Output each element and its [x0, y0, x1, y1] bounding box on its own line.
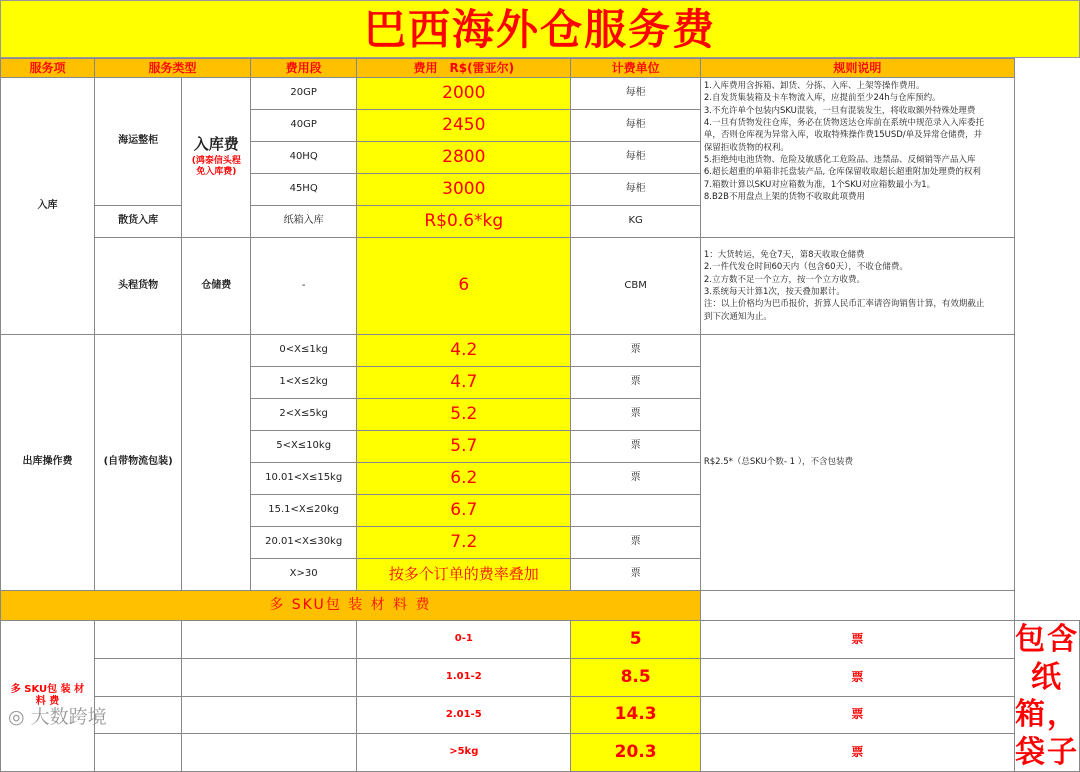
- rule-line: 单，否则仓库视为异常入库，收取特殊操作费15USD/单及异常仓储费，并: [703, 130, 983, 141]
- watermark-logo: [8, 702, 107, 729]
- header-fee: 费用 R$(雷亚尔): [357, 59, 571, 78]
- fee-value: 6.7: [357, 495, 571, 527]
- empty-cell: [94, 621, 181, 659]
- fee-unit: 每柜: [571, 174, 700, 206]
- fee-range: 0<X≤1kg: [251, 335, 357, 367]
- table-row: [1, 621, 1080, 659]
- fee-unit: 每柜: [571, 142, 700, 174]
- fee-range: 15.1<X≤20kg: [251, 495, 357, 527]
- storage-fee-name: 仓储费: [182, 238, 251, 335]
- inbound-fee-cell: [182, 78, 251, 238]
- rule-line: 1.入库费用含拆箱、卸货、分拣、入库、上架等操作费用。: [703, 81, 925, 91]
- fee-range: 5<X≤10kg: [251, 431, 357, 463]
- fee-value: 7.2: [357, 527, 571, 559]
- fee-range: 20.01<X≤30kg: [251, 527, 357, 559]
- outbound-rule: R$2.5*（总SKU个数- 1 ），不含包装费: [700, 335, 1014, 591]
- fee-unit: [571, 495, 700, 527]
- fee-unit: 票: [571, 367, 700, 399]
- fee-range: 纸箱入库: [251, 206, 357, 238]
- rule-line: 3.系统每天计算1次，按天叠加累计。: [703, 287, 845, 297]
- header-service-type: 服务类型: [94, 59, 250, 78]
- rule-line: 2.立方数不足一个立方，按一个立方收费。: [703, 274, 865, 285]
- fee-value: 6.2: [357, 463, 571, 495]
- empty-cell: [182, 335, 251, 591]
- fee-unit: 票: [571, 431, 700, 463]
- fee-value: 14.3: [571, 696, 700, 734]
- rule-line: 4.一旦有货物发往仓库，务必在货物送达仓库前在系统中规范录入入库委托: [703, 117, 984, 128]
- empty-cell: [182, 734, 357, 772]
- fee-range: X>30: [251, 559, 357, 591]
- empty-cell: [700, 591, 1014, 621]
- rule-line: 7.箱数计算以SKU对应箱数为准，1个SKU对应箱数最小为1。: [703, 179, 936, 190]
- fee-value: 3000: [357, 174, 571, 206]
- fee-unit: KG: [571, 206, 700, 238]
- rule-line: 2.自发货集装箱及卡车物流入库，应提前至少24h与仓库预约。: [703, 93, 941, 104]
- fee-value: 2450: [357, 110, 571, 142]
- fee-unit: CBM: [571, 238, 700, 335]
- fee-unit: 票: [571, 399, 700, 431]
- fee-value: 4.7: [357, 367, 571, 399]
- table-header-row: [1, 59, 1080, 78]
- rule-line: 8.B2B不用盘点上架的货物不收取此项费用: [703, 191, 866, 202]
- fee-range: 20GP: [251, 78, 357, 110]
- fee-unit: 票: [700, 696, 1014, 734]
- empty-cell: [182, 621, 357, 659]
- fee-range: -: [251, 238, 357, 335]
- rule-line: 保留拒收货物的权利。: [703, 142, 789, 153]
- rule-line: 5.拒绝纯电池货物、危险及敏感化工危险品、违禁品、反倾销等产品入库: [703, 154, 976, 165]
- service-inbound: 入库: [1, 78, 95, 335]
- rule-line: 到下次通知为止。: [703, 311, 772, 322]
- table-row: [1, 696, 1080, 734]
- service-packaging: 多 SKU包 装 材 料 费: [1, 621, 95, 772]
- fee-value: 5: [571, 621, 700, 659]
- empty-cell: [94, 696, 181, 734]
- fee-range: 40GP: [251, 110, 357, 142]
- inbound-fee-name: 入库费: [193, 134, 239, 153]
- header-service: 服务项: [1, 59, 95, 78]
- empty-cell: [182, 658, 357, 696]
- fee-value: 8.5: [571, 658, 700, 696]
- fee-value: 20.3: [571, 734, 700, 772]
- table-row: [1, 78, 1080, 110]
- watermark-text: 大数跨境: [30, 706, 107, 728]
- fee-unit: 票: [571, 335, 700, 367]
- fee-range: 45HQ: [251, 174, 357, 206]
- empty-cell: [94, 734, 181, 772]
- fee-range: 2.01-5: [357, 696, 571, 734]
- fee-value: 6: [357, 238, 571, 335]
- fee-unit: 票: [571, 527, 700, 559]
- packaging-section-title: 多 SKU包 装 材 料 费: [1, 591, 701, 621]
- fee-unit: 票: [700, 621, 1014, 659]
- header-unit: 计费单位: [571, 59, 700, 78]
- type-first-leg-goods: 头程货物: [94, 238, 181, 335]
- table-row: [1, 658, 1080, 696]
- fee-range: 2<X≤5kg: [251, 399, 357, 431]
- fee-range: 1<X≤2kg: [251, 367, 357, 399]
- fee-range: 1.01-2: [357, 658, 571, 696]
- fee-unit: 票: [571, 463, 700, 495]
- fee-range: 10.01<X≤15kg: [251, 463, 357, 495]
- rule-line: 2.一件代发仓时间60天内（包含60天），不收仓储费。: [703, 262, 908, 273]
- fee-unit: 票: [700, 734, 1014, 772]
- fee-unit: 每柜: [571, 110, 700, 142]
- fee-unit: 票: [571, 559, 700, 591]
- storage-rules: [700, 238, 1014, 335]
- table-row: [1, 591, 1080, 621]
- inbound-fee-note: (鸿泰信头程免入库费): [191, 155, 241, 177]
- fee-unit: 每柜: [571, 78, 700, 110]
- header-rules: 规则说明: [700, 59, 1014, 78]
- rule-line: 6.超长超重的单箱非托盘装产品, 仓库保留收取超长超重附加处理费的权利: [703, 167, 981, 178]
- fee-range: 0-1: [357, 621, 571, 659]
- type-bulk-inbound: 散货入库: [94, 206, 181, 238]
- fee-range: 40HQ: [251, 142, 357, 174]
- fee-range: >5kg: [357, 734, 571, 772]
- fee-value: 按多个订单的费率叠加: [357, 559, 571, 591]
- empty-cell: [94, 658, 181, 696]
- rule-line: 注：以上价格均为巴币报价，折算人民币汇率请咨询销售计算，有效期截止: [703, 299, 985, 310]
- table-row: [1, 238, 1080, 335]
- page-title: 巴西海外仓服务费: [0, 0, 1080, 58]
- logo-icon: ◎: [8, 706, 25, 728]
- service-outbound: 出库操作费: [1, 335, 95, 591]
- type-own-packaging: (自带物流包装): [94, 335, 181, 591]
- packaging-note: 包含纸箱，袋子: [1015, 622, 1079, 770]
- table-row: [1, 734, 1080, 772]
- fee-value: 5.7: [357, 431, 571, 463]
- rule-line: 1：大货转运，免仓7天，第8天收取仓储费: [703, 250, 865, 261]
- table-row: [1, 335, 1080, 367]
- fee-unit: 票: [700, 658, 1014, 696]
- rule-line: 3.不允许单个包装内SKU混装，一旦有混装发生，将收取额外特殊处理费: [703, 105, 976, 116]
- empty-cell: [182, 696, 357, 734]
- fee-table: [0, 58, 1080, 772]
- type-sea-container: 海运整柜: [94, 78, 181, 206]
- header-fee-range: 费用段: [251, 59, 357, 78]
- fee-value: 4.2: [357, 335, 571, 367]
- fee-value: 5.2: [357, 399, 571, 431]
- fee-value: 2800: [357, 142, 571, 174]
- fee-value: R$0.6*kg: [357, 206, 571, 238]
- inbound-rules: [700, 78, 1014, 238]
- fee-value: 2000: [357, 78, 571, 110]
